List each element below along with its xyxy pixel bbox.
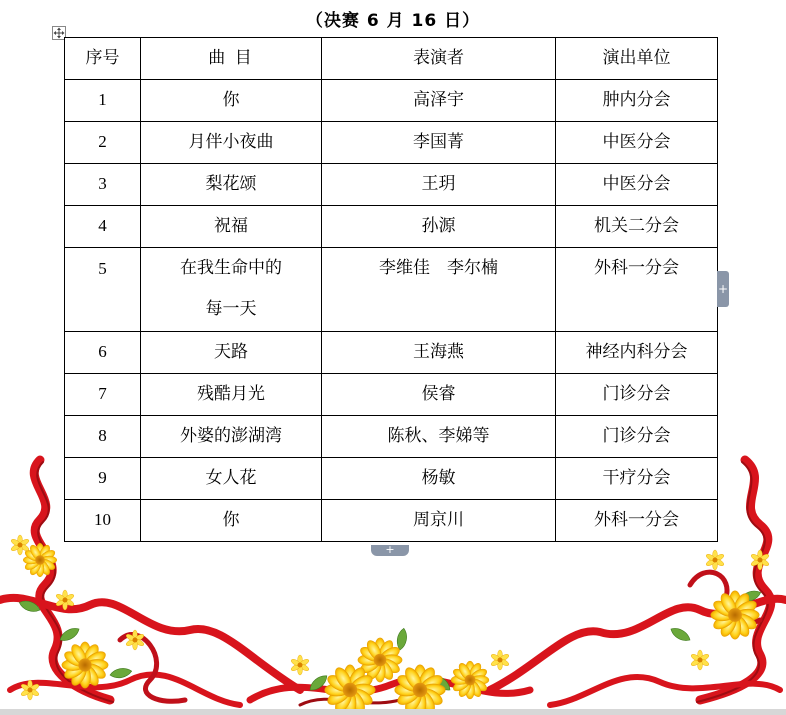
page-bottom-edge (0, 709, 786, 715)
add-row-handle[interactable]: + (371, 545, 409, 556)
cell-unit[interactable]: 肿内分会 (556, 80, 718, 122)
cell-song[interactable]: 天路 (141, 332, 322, 374)
cell-performer[interactable]: 王玥 (322, 164, 556, 206)
cell-no[interactable]: 7 (65, 374, 141, 416)
cell-song[interactable]: 你 (141, 500, 322, 542)
cell-no[interactable]: 1 (65, 80, 141, 122)
cell-unit[interactable]: 中医分会 (556, 164, 718, 206)
cell-song-line: 在我生命中的 (180, 258, 282, 278)
cell-song[interactable]: 月伴小夜曲 (141, 122, 322, 164)
cell-song[interactable]: 祝福 (141, 206, 322, 248)
table-row (65, 248, 718, 332)
cell-no[interactable]: 2 (65, 122, 141, 164)
cell-performer[interactable]: 李国菁 (322, 122, 556, 164)
header-no[interactable]: 序号 (65, 38, 141, 80)
cell-performer[interactable]: 高泽宇 (322, 80, 556, 122)
cell-song[interactable]: 残酷月光 (141, 374, 322, 416)
cell-song[interactable] (141, 248, 322, 332)
table-row (65, 164, 718, 206)
cell-performer[interactable]: 杨敏 (322, 458, 556, 500)
cell-performer[interactable]: 孙源 (322, 206, 556, 248)
cell-no[interactable]: 5 (65, 248, 141, 332)
cell-performer[interactable]: 王海燕 (322, 332, 556, 374)
cell-song[interactable]: 梨花颂 (141, 164, 322, 206)
cell-no[interactable]: 8 (65, 416, 141, 458)
table-row (65, 458, 718, 500)
cell-song[interactable]: 女人花 (141, 458, 322, 500)
program-table (64, 37, 718, 542)
cell-unit[interactable]: 干疗分会 (556, 458, 718, 500)
cell-no[interactable]: 10 (65, 500, 141, 542)
cell-unit[interactable]: 门诊分会 (556, 416, 718, 458)
table-row (65, 122, 718, 164)
cell-no[interactable]: 9 (65, 458, 141, 500)
table-row (65, 500, 718, 542)
cell-unit[interactable]: 外科一分会 (556, 500, 718, 542)
cell-unit[interactable]: 外科一分会 (556, 248, 718, 332)
cell-no[interactable]: 6 (65, 332, 141, 374)
table-header-row (65, 38, 718, 80)
cell-no[interactable]: 4 (65, 206, 141, 248)
table-row (65, 374, 718, 416)
page-title: （决赛 6 月 16 日） (305, 11, 481, 31)
table-row (65, 206, 718, 248)
cell-unit[interactable]: 门诊分会 (556, 374, 718, 416)
table-row (65, 332, 718, 374)
cell-song-line: 每一天 (205, 299, 257, 319)
cell-performer[interactable]: 周京川 (322, 500, 556, 542)
header-song[interactable]: 曲 目 (141, 38, 322, 80)
cell-unit[interactable]: 中医分会 (556, 122, 718, 164)
cell-performer[interactable]: 李维佳 李尔楠 (322, 248, 556, 332)
add-column-handle[interactable]: + (717, 271, 729, 307)
header-performer[interactable]: 表演者 (322, 38, 556, 80)
cell-song[interactable]: 外婆的澎湖湾 (141, 416, 322, 458)
cell-performer[interactable]: 侯睿 (322, 374, 556, 416)
table-row (65, 80, 718, 122)
cell-unit[interactable]: 神经内科分会 (556, 332, 718, 374)
cell-performer[interactable]: 陈秋、李娣等 (322, 416, 556, 458)
cell-song[interactable]: 你 (141, 80, 322, 122)
table-row (65, 416, 718, 458)
cell-no[interactable]: 3 (65, 164, 141, 206)
header-unit[interactable]: 演出单位 (556, 38, 718, 80)
cell-unit[interactable]: 机关二分会 (556, 206, 718, 248)
